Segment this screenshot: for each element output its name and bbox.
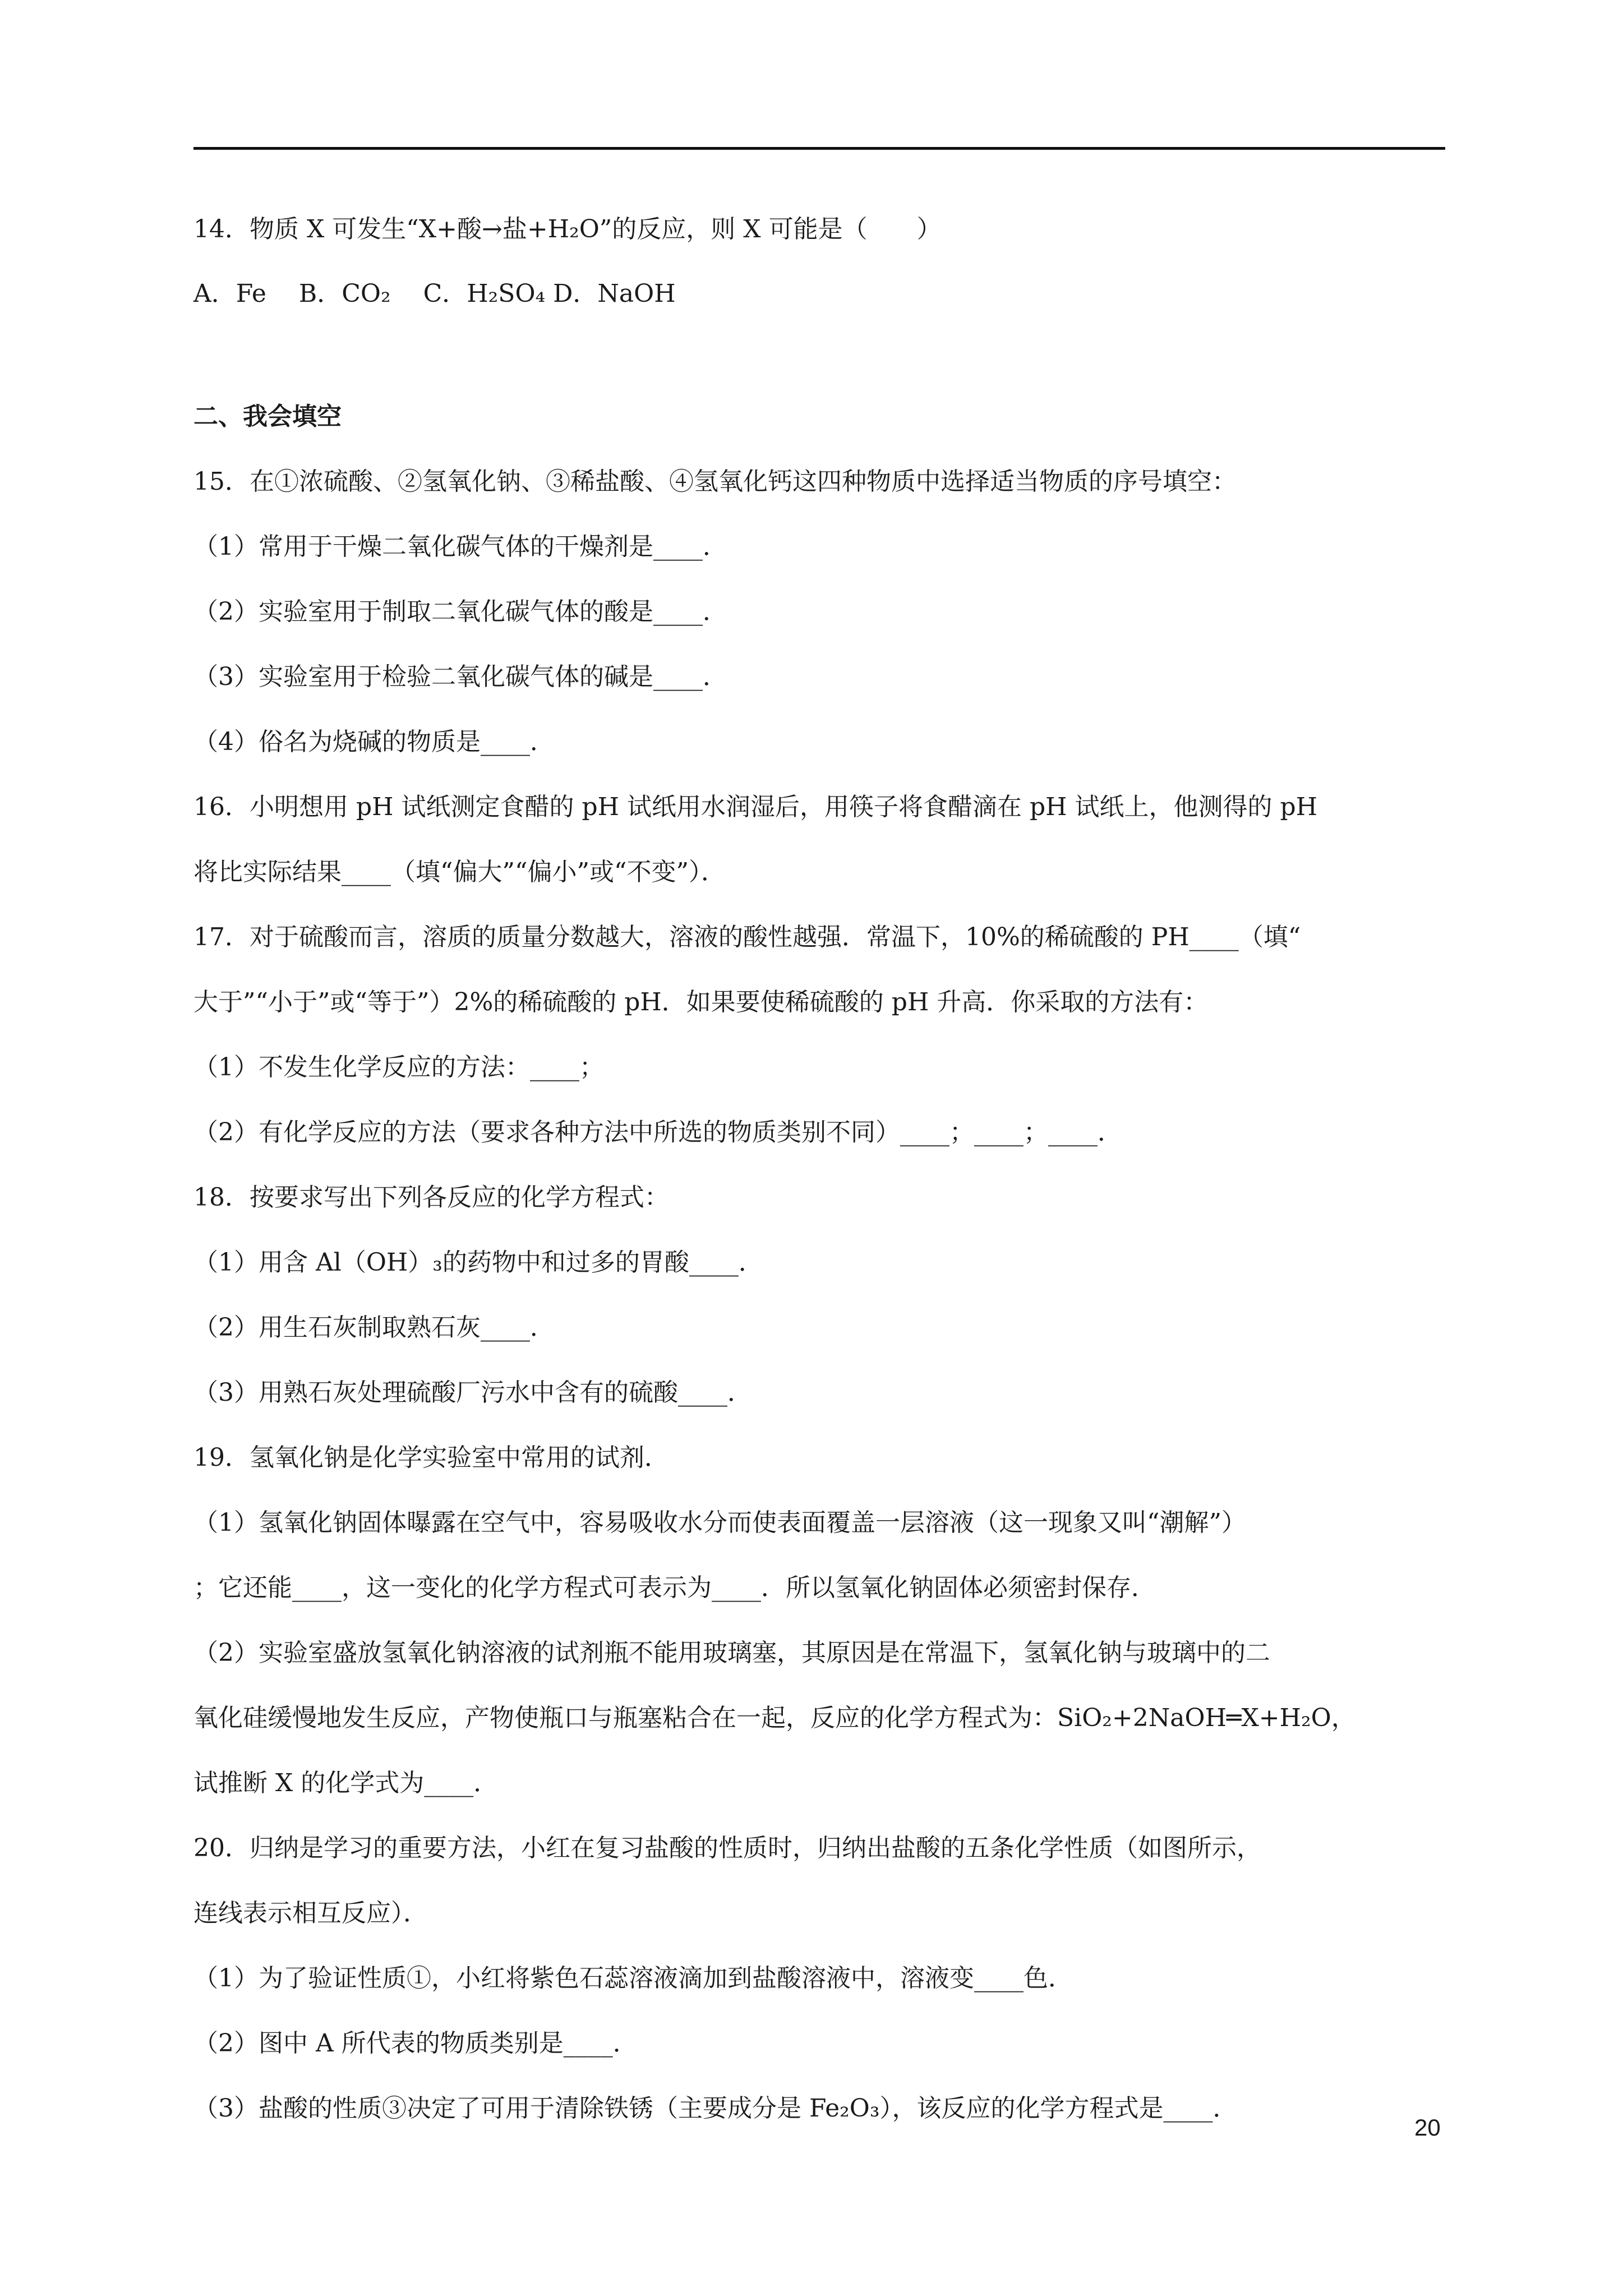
question-16-line-2: 将比实际结果____（填“偏大”“偏小”或“不变”）． [193,858,726,886]
question-14-stem: 14．物质 X 可发生“X+酸→盐+H₂O”的反应，则 X 可能是（ ） [193,215,942,243]
question-18-stem: 18．按要求写出下列各反应的化学方程式： [193,1183,669,1212]
header-rule [193,147,1445,150]
question-20-line-2: 连线表示相互反应）． [193,1899,428,1927]
question-17-part-1: （1）不发生化学反应的方法：____； [193,1053,604,1082]
question-18-part-3: （3）用熟石灰处理硫酸厂污水中含有的硫酸____． [193,1378,752,1407]
section-heading: 二、我会填空 [193,402,342,431]
question-19-part-1-line-2: ；它还能____，这一变化的化学方程式可表示为____．所以氢氧化钠固体必须密封保存． [193,1573,1156,1602]
question-19-part-2-line-3: 试推断 X 的化学式为____． [193,1769,499,1797]
question-15-part-3: （3）实验室用于检验二氧化碳气体的碱是____． [193,662,727,691]
question-14-options: A．Fe B．CO₂ C．H₂SO₄ D．NaOH [193,279,676,308]
page-number: 20 [1414,2114,1441,2141]
question-17-line-2: 大于”“小于”或“等于”）2%的稀硫酸的 pH．如果要使稀硫酸的 pH 升高．你采取的方法有： [193,988,1209,1016]
question-15-part-4: （4）俗名为烧碱的物质是____． [193,728,555,756]
question-19-part-1-line-1: （1）氢氧化钠固体曝露在空气中，容易吸收水分而使表面覆盖一层溶液（这一现象又叫“潮解”） [193,1508,1246,1537]
question-17-part-2: （2）有化学反应的方法（要求各种方法中所选的物质类别不同）____；____；____． [193,1118,1122,1147]
question-18-part-1: （1）用含 Al（OH）₃的药物中和过多的胃酸____． [193,1248,763,1277]
question-15-part-1: （1）常用于干燥二氧化碳气体的干燥剂是____． [193,532,727,561]
question-19-stem: 19．氢氧化钠是化学实验室中常用的试剂． [193,1443,669,1472]
question-18-part-2: （2）用生石灰制取熟石灰____． [193,1313,555,1342]
question-20-part-1: （1）为了验证性质①，小红将紫色石蕊溶液滴加到盐酸溶液中，溶液变____色． [193,1964,1073,1993]
question-15-part-2: （2）实验室用于制取二氧化碳气体的酸是____． [193,597,727,626]
question-19-part-2-line-1: （2）实验室盛放氢氧化钠溶液的试剂瓶不能用玻璃塞，其原因是在常温下，氢氧化钠与玻璃中的二 [193,1639,1270,1667]
question-16-line-1: 16．小明想用 pH 试纸测定食醋的 pH 试纸用水润湿后，用筷子将食醋滴在 pH 试纸上，他测得的 pH [193,793,1318,821]
question-20-part-2: （2）图中 A 所代表的物质类别是____． [193,2029,638,2058]
question-19-part-2-line-2: 氧化硅缓慢地发生反应，产物使瓶口与瓶塞粘合在一起，反应的化学方程式为：SiO₂+2NaOH═X+H₂O， [193,1704,1356,1732]
question-20-part-3: （3）盐酸的性质③决定了可用于清除铁锈（主要成分是 Fe₂O₃），该反应的化学方程式是____． [193,2094,1238,2123]
question-17-line-1: 17．对于硫酸而言，溶质的质量分数越大，溶液的酸性越强．常温下，10%的稀硫酸的 PH____（填“ [193,923,1301,951]
question-15-stem: 15．在①浓硫酸、②氢氧化钠、③稀盐酸、④氢氧化钙这四种物质中选择适当物质的序号填空： [193,467,1237,496]
question-20-line-1: 20．归纳是学习的重要方法，小红在复习盐酸的性质时，归纳出盐酸的五条化学性质（如图所示， [193,1834,1261,1862]
